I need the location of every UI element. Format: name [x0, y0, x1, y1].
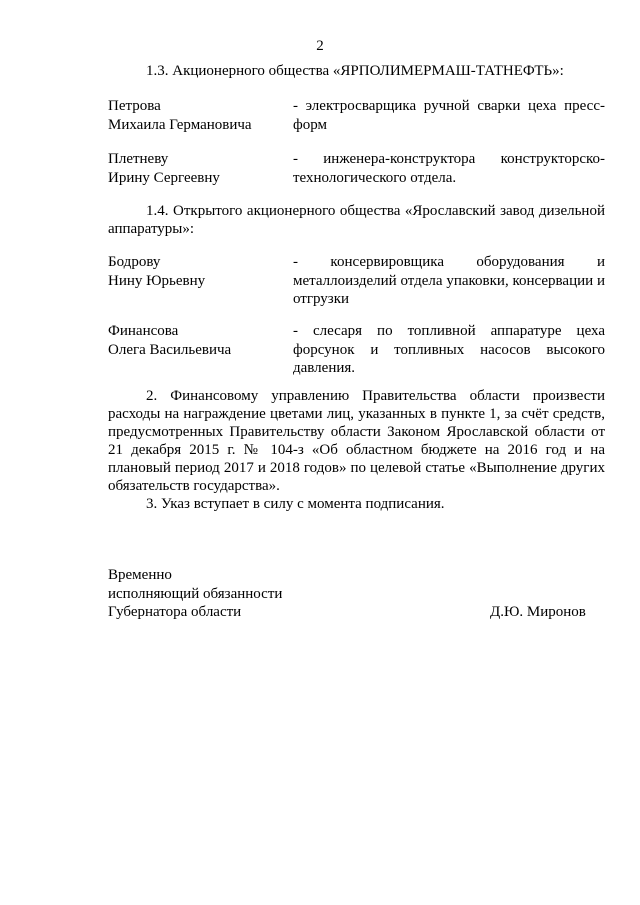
person-position: - инженера-конструктора конструкторско-технологического отдела.: [293, 151, 605, 186]
signature-title-line: Временно: [108, 567, 172, 583]
person-surname: Финансова: [108, 323, 179, 339]
section-1-4-heading: 1.4. Открытого акционерного общества «Ярославский завод дизельной аппаратуры»:: [108, 203, 605, 237]
person-surname: Бодрову: [108, 254, 161, 270]
person-surname: Петрова: [108, 98, 161, 114]
section-1-3-heading: 1.3. Акционерного общества «ЯРПОЛИМЕРМАШ-ТАТНЕФТЬ»:: [146, 63, 564, 79]
signature-title-line: Губернатора области: [108, 604, 242, 620]
paragraph-2: 2. Финансовому управлению Правительства области произвести расходы на награждение цветами лиц, указанных в пункте 1, за счёт средств, предусмотренных Правительству области Законом Ярославской области от 21 декабря 2015 г. № 104-з «Об областном бюджете на 2016 год и на плановый период 2017 и 2018 годов» по целевой статье «Выполнение других обязательств государства».: [108, 388, 605, 494]
person-given-names: Нину Юрьевну: [108, 272, 206, 289]
paragraph-3: 3. Указ вступает в силу с момента подписания.: [146, 496, 445, 512]
signature-title-line: исполняющий обязанности: [108, 585, 283, 602]
person-surname: Плетневу: [108, 151, 169, 167]
person-name: [108, 253, 288, 290]
person-given-names: Михаила Германовича: [108, 116, 252, 133]
person-name: [108, 97, 288, 134]
page-number: 2: [316, 38, 324, 54]
signature-title: [108, 566, 282, 622]
person-given-names: Олега Васильевича: [108, 341, 232, 358]
person-position: - слесаря по топливной аппаратуре цеха форсунок и топливных насосов высокого давления.: [293, 323, 605, 376]
person-position: - электросварщика ручной сварки цеха пресс-форм: [293, 98, 605, 133]
signer-name: Д.Ю. Миронов: [490, 604, 586, 620]
person-name: [108, 322, 288, 359]
person-name: [108, 150, 288, 187]
person-given-names: Ирину Сергеевну: [108, 169, 220, 186]
person-position: - консервировщика оборудования и металлоизделий отдела упаковки, консервации и отгрузки: [293, 254, 605, 307]
